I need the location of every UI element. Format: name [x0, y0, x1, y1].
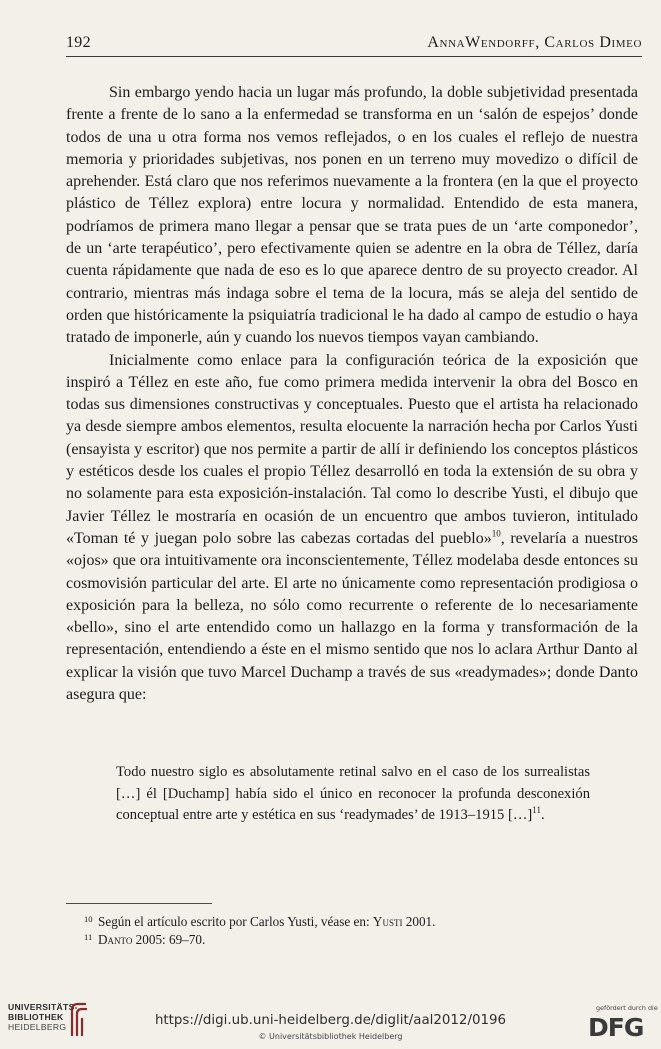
- library-name-line: UNIVERSITÄTS-: [8, 1002, 78, 1012]
- funding-note: gefördert durch die: [596, 1004, 658, 1012]
- quote-text: Todo nuestro siglo es absolutamente retinal salvo en el caso de los surrealistas […] él [Duchamp] había sido el único en reconocer la profunda desconexión conceptual entre arte y estética en sus ‘readymades’ de 1913–1915 […]: [116, 764, 590, 824]
- footnote-text: Según el artículo escrito por Carlos Yusti, véase en:: [98, 914, 373, 929]
- library-name-line: HEIDELBERG: [8, 1022, 67, 1032]
- footnote-author: Yusti: [372, 914, 403, 929]
- footnote: [66, 931, 638, 949]
- footnote: [66, 913, 638, 931]
- footnote-ref-11[interactable]: 11: [532, 805, 541, 816]
- paragraph-2: [66, 350, 638, 707]
- footnote-ref-10[interactable]: 10: [491, 528, 501, 539]
- footnote-tail: 2001.: [402, 914, 436, 929]
- footnote-number: 10: [84, 914, 93, 924]
- footnote-number: 11: [84, 932, 93, 942]
- paragraph-2-text-a: Inicialmente como enlace para la configuración teórica de la exposición que inspiró a Téllez en este año, fue como primera medida intervenir la obra del Bosco en todas sus dimensiones constructivas y conceptuales. Puesto que el artista ha relacionado ya desde siempre ambos elementos, resulta elocuente la narración hecha por Carlos Yusti (ensayista y escritor) que nos permite a partir de allí ir definiendo los conceptos plásticos y estéticos desde los cuales el propio Téllez desarrolló en toda la extensión de su obra y no solamente para esta exposición-instalación. Tal como lo describe Yusti, el dibujo que Javier Téllez le mostraría en ocasión de un encuentro que ambos tuvieron, intitulado «Toman té y juegan polo sobre las cabezas cortadas del pueblo»: [66, 351, 638, 547]
- paragraph-1-text: Sin embargo yendo hacia un lugar más profundo, la doble subjetividad presentada frente a frente de lo sano a la enfermedad se transforma en un ‘salón de espejos’ donde todos de una u otra forma nos vemos reflejados, o en los cuales el reflejo de nuestra memoria y prioridades subjetivas, nos ponen en un terreno muy movedizo o difícil de aprehender. Está claro que nos referimos nuevamente a la frontera (en la que el proyecto plástico de Téllez explora) entre locura y normalidad. Entendido de esta manera, podríamos de primera mano llegar a pensar que se trata pues de un ‘arte componedor’, de un ‘arte terapéutico’, pero efectivamente quien se adentre en la obra de Téllez, daría cuenta rápidamente que nada de eso es lo que aparece dentro de su proyecto creador. Al contrario, mientras más indaga sobre el tema de la locura, más se aleja del sentido de orden que históricamente la psiquiatría tradicional le ha dado al campo de estudio o haya tratado de imponerle, aún y cuando los nuevos tiempos vayan cambiando.: [66, 84, 638, 347]
- paragraph-2-text-b: , revelaría a nuestros «ojos» que ora intuitivamente ora inconscientemente, Téllez modelaba desde entonces su cosmovisión particular del arte. El arte no únicamente como representación prodigiosa o exposición para la belleza, no sólo como recurrente o referente de lo necesariamente «bello», sino el arte entendido como un hallazgo en la forma y transformación de la representación, entendiendo a éste en el mismo sentido que nos lo aclara Arthur Danto al explicar la visión que tuvo Marcel Duchamp a través de sus «readymades»; donde Danto asegura que:: [66, 529, 638, 704]
- paragraph-1: [66, 82, 638, 350]
- footnotes: [66, 913, 638, 949]
- copyright-notice: © Universitätsbibliothek Heidelberg: [258, 1032, 403, 1041]
- dfg-logo[interactable]: DFG: [588, 1013, 644, 1042]
- page-number: 192: [66, 34, 91, 51]
- quote-tail: .: [540, 807, 545, 824]
- library-name-line: BIBLIOTHEK: [8, 1012, 64, 1022]
- page-header: [66, 34, 642, 58]
- footnote-author: Danto: [98, 932, 133, 947]
- block-quote: [116, 762, 590, 827]
- header-rule: [66, 56, 642, 57]
- footnote-tail: 2005: 69–70.: [132, 932, 206, 947]
- body-text: [66, 82, 638, 706]
- running-head: AnnaWendorff, Carlos Dimeo: [427, 34, 642, 51]
- footnote-rule: [66, 903, 212, 904]
- footer: [0, 995, 661, 1049]
- source-url-link[interactable]: https://digi.ub.uni-heidelberg.de/diglit/aal2012/0196: [154, 1013, 507, 1028]
